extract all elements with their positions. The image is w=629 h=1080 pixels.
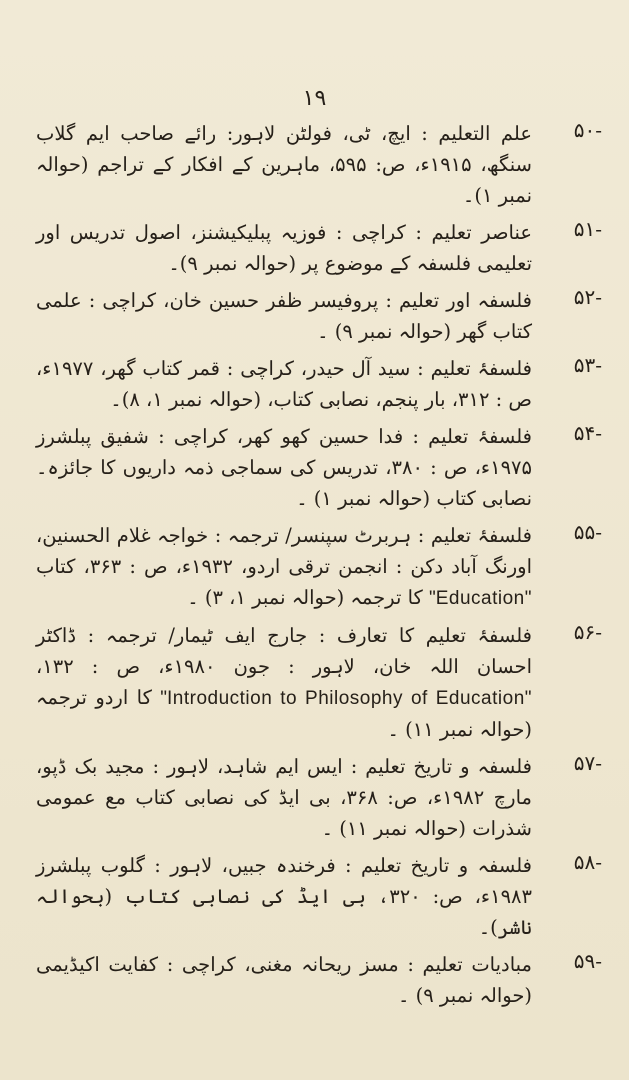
english-title: "Introduction to Philosophy of Education" [160, 688, 533, 709]
entry-text-rest: کا اردو ترجمہ (حوالہ نمبر ۱۱) ۔ [36, 686, 532, 741]
entry-number: -۵۷ [573, 751, 602, 775]
bibliography-entry [36, 217, 602, 279]
entry-text-main: فلسفۂ تعلیم : ہربرٹ سپنسر/ ترجمہ : خواجہ غلام الحسنین، اورنگ آباد دکن : انجمن ترقی اردو، ۱۹۳۲ء، ص : ۳۶۳، کتاب [36, 524, 532, 578]
entry-text: مبادیات تعلیم : مسز ریحانہ مغنی، کراچی : کفایت اکیڈیمی (حوالہ نمبر ۹) ۔ [36, 953, 532, 1007]
bibliography-entry [36, 118, 602, 211]
bibliography-entry [36, 520, 602, 614]
entry-text: عناصر تعلیم : کراچی : فوزیہ پبلیکیشنز، اصول تدریس اور تعلیمی فلسفہ کے موضوع پر (حوالہ نمبر ۹)۔ [36, 221, 532, 275]
bibliography-entry [36, 353, 602, 415]
bibliography-entry [36, 421, 602, 514]
entry-number: -۵۳ [573, 353, 602, 377]
entry-number: -۵۶ [573, 620, 602, 644]
entry-number: -۵۵ [573, 520, 602, 544]
entry-text-rest: کا ترجمہ (حوالہ نمبر ۱، ۳) ۔ [187, 586, 423, 609]
bibliography-entry [36, 850, 602, 943]
entry-text: فلسفۂ تعلیم : فدا حسین کھو کھر، کراچی : شفیق پبلشرز ۱۹۷۵ء، ص : ۳۸۰، تدریس کی سماجی ذمہ داریوں کا جائزہ۔ نصابی کتاب (حوالہ نمبر ۱) ۔ [36, 425, 532, 510]
bibliography-entry [36, 285, 602, 347]
entry-text-main: فلسفۂ تعلیم کا تعارف : جارج ایف ٹیمار/ ترجمہ : ڈاکٹر احسان اللہ خان، لاہور : جون ۱۹۸۰ء، ص : ۱۳۲، [36, 624, 532, 678]
bibliography-entry [36, 620, 602, 745]
english-title: "Education" [429, 588, 532, 609]
entry-text: علم التعلیم : ایچ، ٹی، فولٹن لاہور: رائے صاحب ایم گلاب سنگھ، ۱۹۱۵ء، ص: ۵۹۵، ماہرین کے افکار کے تراجم (حوالہ نمبر ۱)۔ [36, 122, 532, 207]
entry-number: -۵۸ [573, 850, 602, 874]
entry-number: -۵۴ [573, 421, 602, 445]
bibliography-entry [36, 949, 602, 1011]
entry-number: -۵۰ [573, 118, 602, 142]
entry-text [36, 620, 532, 745]
entry-text: فلسفۂ تعلیم : سید آل حیدر، کراچی : قمر کتاب گھر، ۱۹۷۷ء، ص : ۳۱۲، بار پنجم، نصابی کتاب، (حوالہ نمبر ۱، ۸)۔ [36, 357, 532, 411]
entry-text [36, 520, 532, 614]
page-number: ۱۹ [302, 86, 327, 111]
bibliography-entry [36, 751, 602, 844]
entry-number: -۵۹ [573, 949, 602, 973]
bibliography-list [36, 118, 602, 1017]
entry-text: فلسفہ و تاریخ تعلیم : ایس ایم شاہد، لاہور : مجید بک ڈپو، مارچ ۱۹۸۲ء، ص: ۳۶۸، بی ایڈ کی نصابی کتاب مع عمومی شذرات (حوالہ نمبر ۱۱) ۔ [36, 755, 532, 840]
entry-number: -۵۱ [573, 217, 602, 241]
entry-text: فلسفہ و تاریخ تعلیم : فرخندہ جبیں، لاہور : گلوب پبلشرز ۱۹۸۳ء، ص: ۳۲۰، بی ایڈ کی نصابی کتاب (بحوالہ ناشر)۔ [36, 854, 532, 939]
entry-text: فلسفہ اور تعلیم : پروفیسر ظفر حسین خان، کراچی : علمی کتاب گھر (حوالہ نمبر ۹) ۔ [36, 289, 532, 343]
entry-number: -۵۲ [573, 285, 602, 309]
